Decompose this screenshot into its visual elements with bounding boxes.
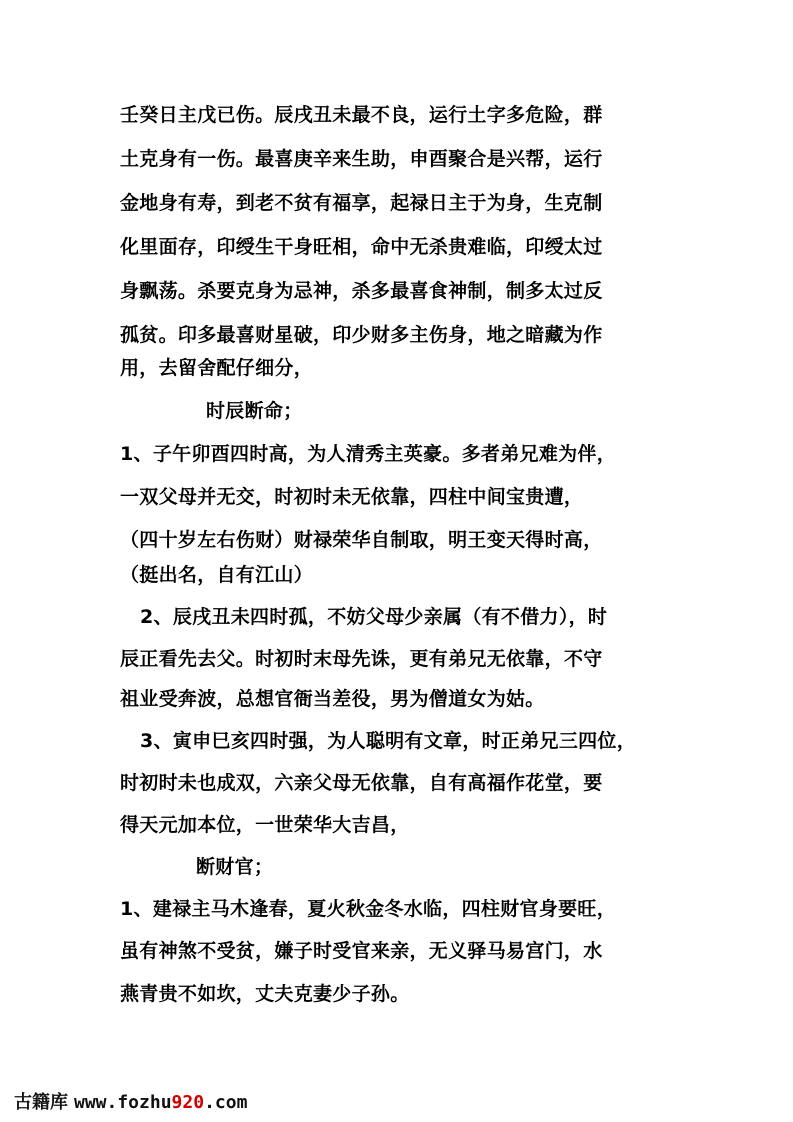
site-name: 古籍库 (14, 1092, 68, 1113)
section-heading: 断财官； (196, 856, 274, 878)
text-line: 土克身有一伤。最喜庚辛来生助，申酉聚合是兴帮，运行 (120, 148, 603, 170)
text-line: 2、辰戌丑未四时孤，不妨父母少亲属（有不借力），时 (140, 606, 608, 628)
text-line: 1、子午卯酉四时高，为人清秀主英豪。多者弟兄难为伴， (120, 443, 617, 465)
text-line: 辰正看先去父。时初时末母先诛，更有弟兄无依靠，不守 (120, 648, 603, 670)
text-line: 得天元加本位，一世荣华大吉昌， (120, 814, 410, 836)
text-line: 虽有神煞不受贫，嫌子时受官来亲，无义驿马易宫门，水 (120, 940, 603, 962)
text-line: 燕青贵不如坎，丈夫克妻少子孙。 (120, 983, 410, 1005)
site-watermark (14, 1088, 247, 1114)
url-suffix: .com (204, 1092, 248, 1113)
text-line: 3、寅申巳亥四时强，为人聪明有文章，时正弟兄三四位， (140, 730, 637, 752)
url-prefix: www.fozhu (74, 1092, 172, 1113)
text-line: （四十岁左右伤财）财禄荣华自制取，明王变天得时高， (120, 529, 603, 551)
section-heading: 时辰断命； (206, 400, 303, 422)
text-line: 1、建禄主马木逢春，夏火秋金冬水临，四柱财官身要旺， (120, 898, 617, 920)
text-line: 化里面存，印绶生干身旺相，命中无杀贵难临，印绶太过 (120, 236, 603, 258)
text-line: 孤贫。印多最喜财星破，印少财多主伤身，地之暗藏为作 (120, 324, 603, 346)
text-line: 身飘荡。杀要克身为忌神，杀多最喜食神制，制多太过反 (120, 280, 603, 302)
text-line: 祖业受奔波，总想官衙当差役，男为僧道女为姑。 (120, 688, 545, 710)
text-line: 壬癸日主戊已伤。辰戌丑未最不良，运行土字多危险，群 (120, 104, 603, 126)
text-line: 用，去留舍配仔细分， (120, 357, 314, 379)
text-line: 一双父母并无交，时初时未无依靠，四柱中间宝贵遭， (120, 486, 584, 508)
url-accent: 920 (171, 1092, 205, 1113)
text-line: 时初时未也成双，六亲父母无依靠，自有高福作花堂，要 (120, 772, 603, 794)
text-line: （挺出名，自有江山） (120, 564, 314, 586)
text-line: 金地身有寿，到老不贫有福享，起禄日主于为身，生克制 (120, 192, 603, 214)
